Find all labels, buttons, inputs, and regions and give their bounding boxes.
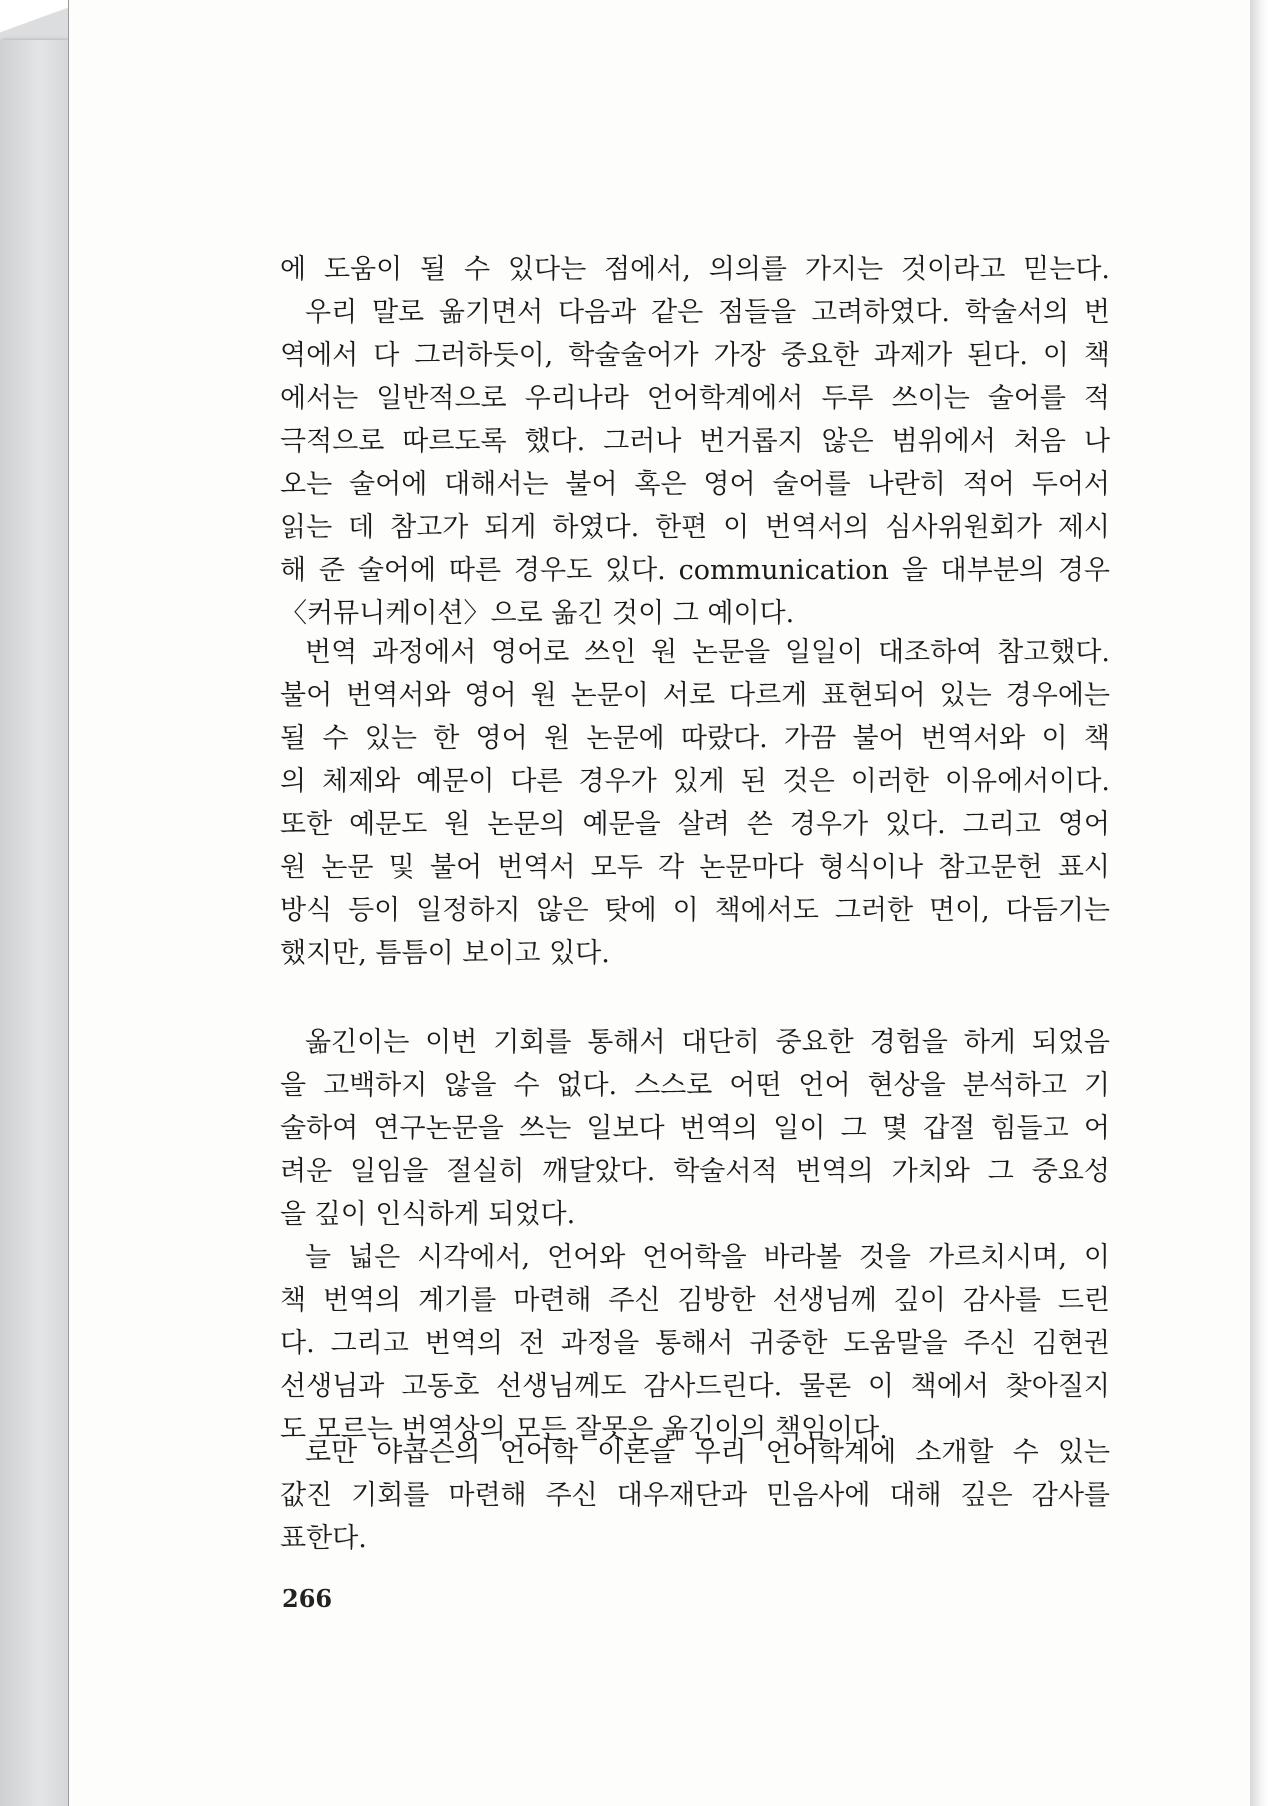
text-line: 다. 그리고 번역의 전 과정을 통해서 귀중한 도움말을 주신 김현권 — [280, 1328, 1110, 1359]
page-number: 266 — [282, 1584, 333, 1613]
text-line: 려운 일임을 절실히 깨달았다. 학술서적 번역의 가치와 그 중요성 — [280, 1156, 1110, 1187]
text-line: 했지만, 틈틈이 보이고 있다. — [280, 938, 610, 969]
text-line: 오는 술어에 대해서는 불어 혹은 영어 술어를 나란히 적어 두어서 — [280, 469, 1110, 500]
text-line: 원 논문 및 불어 번역서 모두 각 논문마다 형식이나 참고문헌 표시 — [280, 852, 1110, 883]
page-edge-shadow — [1250, 0, 1268, 1806]
text-line: 역에서 다 그러하듯이, 학술술어가 가장 중요한 과제가 된다. 이 책 — [280, 340, 1110, 371]
text-line: 술하여 연구논문을 쓰는 일보다 번역의 일이 그 몇 갑절 힘들고 어 — [280, 1113, 1110, 1144]
book-spine-top — [0, 0, 68, 40]
text-line: 불어 번역서와 영어 원 논문이 서로 다르게 표현되어 있는 경우에는 — [280, 680, 1110, 711]
text-line: 값진 기회를 마련해 주신 대우재단과 민음사에 대해 깊은 감사를 — [280, 1480, 1110, 1511]
text-line: 극적으로 따르도록 했다. 그러나 번거롭지 않은 범위에서 처음 나 — [280, 426, 1110, 457]
text-line: 도 모르는 번역상의 모든 잘못은 옮긴이의 책임이다. — [280, 1414, 888, 1445]
text-line: 우리 말로 옮기면서 다음과 같은 점들을 고려하였다. 학술서의 번 — [305, 297, 1110, 328]
text-line: 해 준 술어에 따른 경우도 있다. communication 을 대부분의 경우 — [280, 555, 1110, 586]
text-line: 읽는 데 참고가 되게 하였다. 한편 이 번역서의 심사위원회가 제시 — [280, 512, 1110, 543]
text-line: 에 도움이 될 수 있다는 점에서, 의의를 가지는 것이라고 믿는다. — [280, 254, 1110, 285]
text-line: 을 고백하지 않을 수 없다. 스스로 어떤 언어 현상을 분석하고 기 — [280, 1070, 1110, 1101]
text-line: 옮긴이는 이번 기회를 통해서 대단히 중요한 경험을 하게 되었음 — [305, 1027, 1110, 1058]
text-line: 〈커뮤니케이션〉으로 옮긴 것이 그 예이다. — [280, 598, 795, 629]
book-spine — [0, 40, 68, 1806]
text-line: 또한 예문도 원 논문의 예문을 살려 쓴 경우가 있다. 그리고 영어 — [280, 809, 1110, 840]
text-line: 의 체제와 예문이 다른 경우가 있게 된 것은 이러한 이유에서이다. — [280, 766, 1110, 797]
text-line: 에서는 일반적으로 우리나라 언어학계에서 두루 쓰이는 술어를 적 — [280, 383, 1110, 414]
text-line: 늘 넓은 시각에서, 언어와 언어학을 바라볼 것을 가르치시며, 이 — [305, 1242, 1110, 1273]
text-line: 번역 과정에서 영어로 쓰인 원 논문을 일일이 대조하여 참고했다. — [305, 637, 1110, 668]
text-line: 을 깊이 인식하게 되었다. — [280, 1199, 576, 1230]
text-line: 책 번역의 계기를 마련해 주신 김방한 선생님께 깊이 감사를 드린 — [280, 1285, 1110, 1316]
text-line: 로만 야콥슨의 언어학 이론을 우리 언어학계에 소개할 수 있는 — [305, 1437, 1110, 1468]
text-line: 방식 등이 일정하지 않은 탓에 이 책에서도 그러한 면이, 다듬기는 — [280, 895, 1110, 926]
text-line: 될 수 있는 한 영어 원 논문에 따랐다. 가끔 불어 번역서와 이 책 — [280, 723, 1110, 754]
text-line: 표한다. — [280, 1523, 367, 1554]
text-line: 선생님과 고동호 선생님께도 감사드린다. 물론 이 책에서 찾아질지 — [280, 1371, 1110, 1402]
